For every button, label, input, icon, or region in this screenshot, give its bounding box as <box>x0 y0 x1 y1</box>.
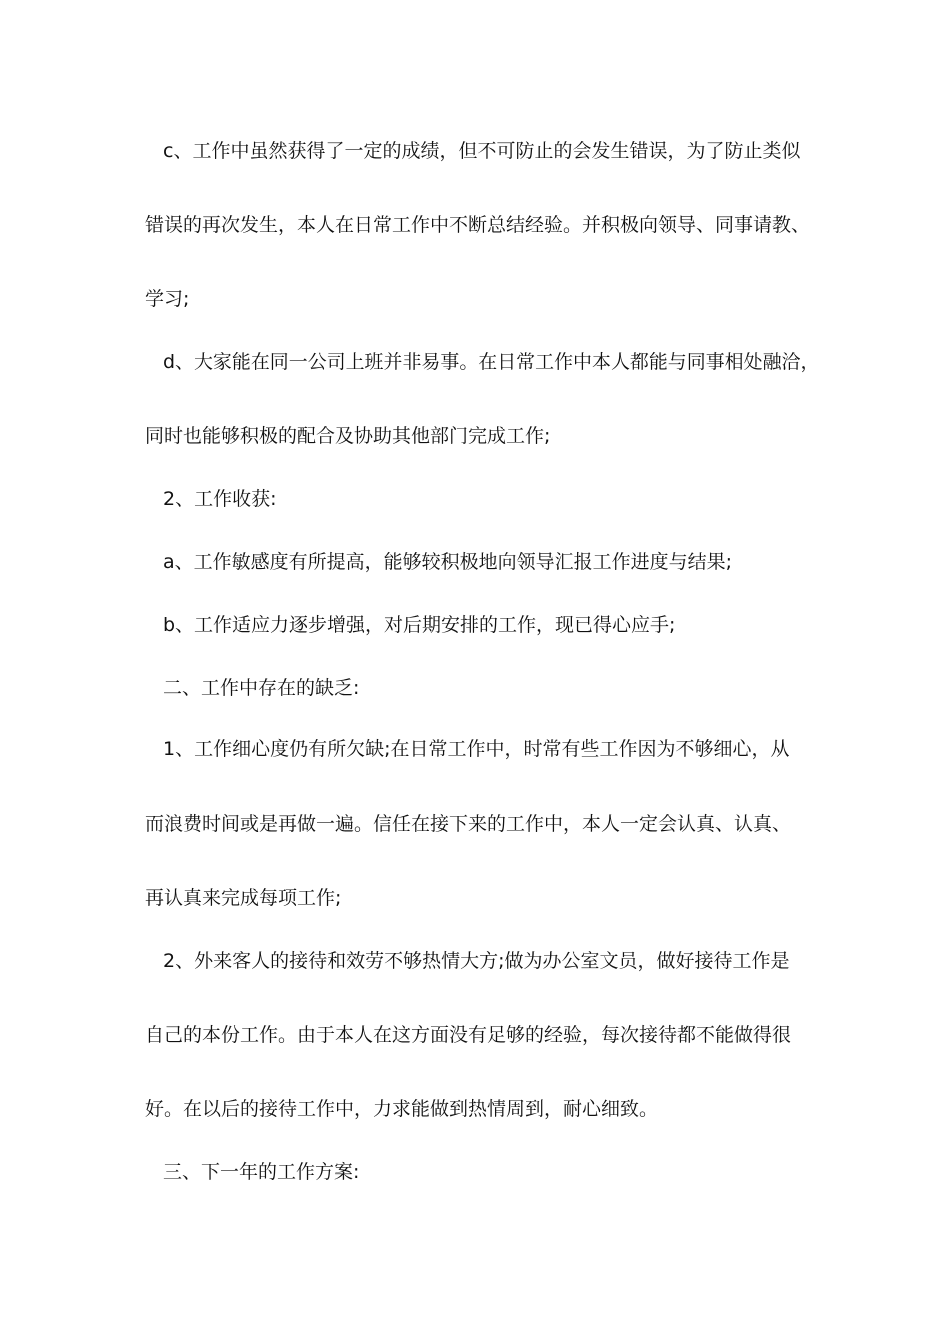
paragraph-line: a、工作敏感度有所提高，能够较积极地向领导汇报工作进度与结果; <box>163 551 733 573</box>
paragraph-line: 自己的本份工作。由于本人在这方面没有足够的经验，每次接待都不能做得很 <box>145 1024 792 1046</box>
paragraph-line: 再认真来完成每项工作; <box>145 887 342 909</box>
paragraph-line: 学习; <box>145 288 190 310</box>
paragraph-line: 错误的再次发生，本人在日常工作中不断总结经验。并积极向领导、同事请教、 <box>145 214 811 236</box>
paragraph-line: b、工作适应力逐步增强，对后期安排的工作，现已得心应手; <box>163 614 676 636</box>
paragraph-line: d、大家能在同一公司上班并非易事。在日常工作中本人都能与同事相处融洽， <box>163 351 820 373</box>
section-heading: 三、下一年的工作方案: <box>163 1161 360 1183</box>
paragraph-line: 好。在以后的接待工作中，力求能做到热情周到，耐心细致。 <box>145 1098 659 1120</box>
paragraph-line: 2、外来客人的接待和效劳不够热情大方;做为办公室文员，做好接待工作是 <box>163 950 790 972</box>
paragraph-line: 同时也能够积极的配合及协助其他部门完成工作; <box>145 425 551 447</box>
paragraph-line: 而浪费时间或是再做一遍。信任在接下来的工作中，本人一定会认真、认真、 <box>145 813 792 835</box>
paragraph-line: c、工作中虽然获得了一定的成绩，但不可防止的会发生错误，为了防止类似 <box>163 140 801 162</box>
paragraph-line: 1、工作细心度仍有所欠缺;在日常工作中，时常有些工作因为不够细心，从 <box>163 738 790 760</box>
section-heading: 二、工作中存在的缺乏: <box>163 677 360 699</box>
section-heading: 2、工作收获: <box>163 488 277 510</box>
